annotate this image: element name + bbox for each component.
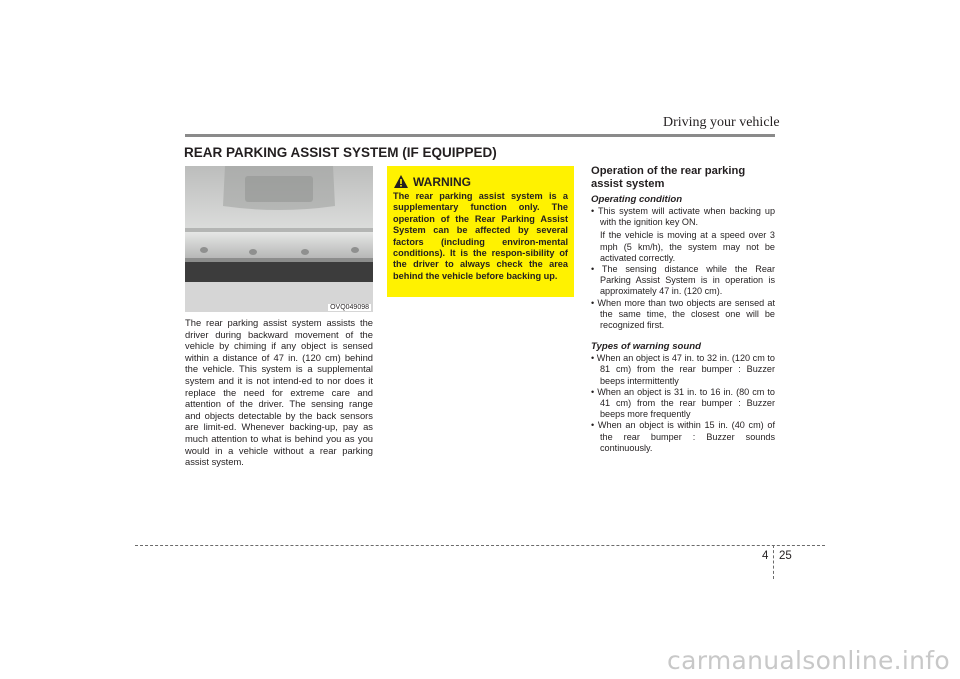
chapter-number: 4 (762, 550, 769, 562)
warning-box (387, 166, 574, 297)
rear-bumper-illustration (185, 166, 373, 312)
list-item: • When more than two objects are sensed at the same time, the closest one will be recognized first. (591, 297, 775, 331)
intro-paragraph: The rear parking assist system assists the driver during backward movement of the vehicle by chiming if any object is sensed within a distance of 47 in. (120 cm) behind the vehicle. This system is a supplemental system and it is not intend-ed to nor does it replace the need for extreme care and attention of the driver. The sensing range and objects detectable by the back sensors are limit-ed. Whenever backing-up, pay as much attention to what is behind you as you would in a vehicle without a rear parking assist system. (185, 317, 373, 468)
operation-section (591, 165, 775, 464)
header-rule (185, 134, 775, 137)
operation-heading: Operation of the rear parking assist system (591, 165, 746, 190)
warning-sound-heading: Types of warning sound (591, 341, 701, 353)
list-item: • This system will activate when backing up with the ignition key ON. If the vehicle is moving at a speed over 3 mph (5 km/h), the system may not be activated correctly. (591, 206, 775, 263)
rear-bumper-photo (185, 166, 373, 312)
footer-rule (135, 545, 825, 546)
operating-condition-heading: Operating condition (591, 194, 683, 205)
warning-title: WARNING (413, 174, 471, 189)
warning-text: The rear parking assist system is a supplementary function only. The operation of the Rear Parking Assist System can be affected by several factors (including environ-mental conditions). It is the respon-sibility of the driver to always check the area behind the vehicle before backing up. (393, 191, 568, 281)
watermark: carmanualsonline.info (667, 646, 950, 675)
list-item: • When an object is 47 in. to 32 in. (120 cm to 81 cm) from the rear bumper : Buzzer beeps intermittently (591, 353, 775, 386)
section-title: Driving your vehicle (663, 115, 780, 130)
list-item: • When an object is 31 in. to 16 in. (80 cm to 41 cm) from the rear bumper : Buzzer beeps more frequently (591, 386, 775, 420)
page-number: 25 (779, 550, 792, 562)
warning-triangle-icon (393, 174, 409, 189)
list-item: • The sensing distance while the Rear Parking Assist System is in operation is approximately 47 in. (120 cm). (591, 264, 776, 297)
main-heading: REAR PARKING ASSIST SYSTEM (IF EQUIPPED) (184, 145, 497, 160)
sensor-1 (200, 247, 208, 253)
page-divider (773, 545, 774, 579)
photo-code: OVQ049098 (330, 304, 369, 311)
condition-list (591, 206, 775, 331)
sensor-2 (249, 249, 257, 255)
sound-list (591, 353, 775, 454)
sensor-4 (351, 247, 359, 253)
sensor-3 (301, 249, 309, 255)
warning-header (393, 174, 568, 189)
list-item: • When an object is within 15 in. (40 cm) of the rear bumper : Buzzer sounds continuously. (591, 420, 775, 453)
